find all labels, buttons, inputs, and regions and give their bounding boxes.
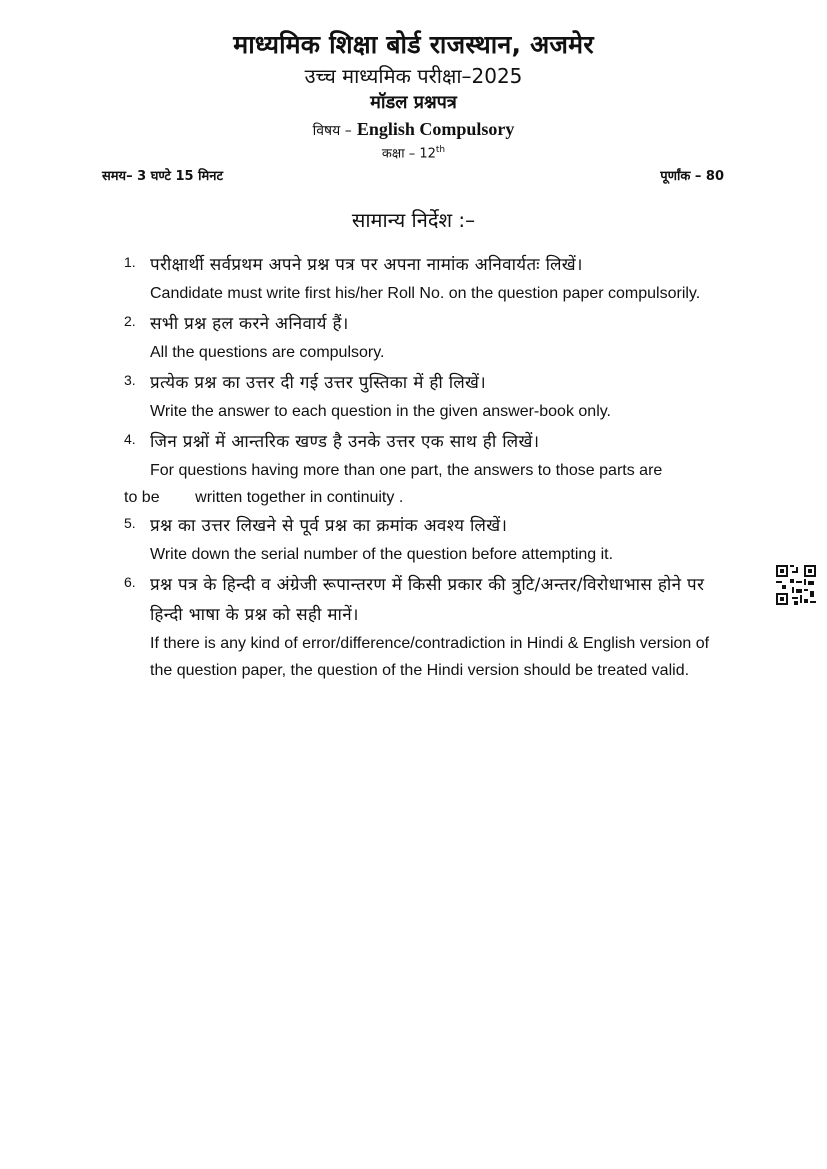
instruction-item [124,511,734,568]
instruction-english: Write down the serial number of the question before attempting it. [150,546,614,563]
instruction-english: Write the answer to each question in the given answer-book only. [150,403,611,420]
item-number: 4. [124,431,136,447]
instruction-item [124,570,734,684]
instruction-english: If there is any kind of error/difference/contradiction in Hindi & English version of the question paper, the question of the Hindi version should be treated valid. [150,635,732,679]
instruction-hindi: प्रश्न का उत्तर लिखने से पूर्व प्रश्न का क्रमांक अवश्य लिखें। [150,516,508,536]
item-number: 3. [124,372,136,388]
class-label: कक्षा – 12 [381,146,436,162]
instruction-english-line1: For questions having more than one part, the answers to those parts are [150,462,663,479]
instruction-english: All the questions are compulsory. [150,344,385,361]
item-number: 5. [124,515,136,531]
paper-type: मॉडल प्रश्नपत्र [370,92,457,113]
instruction-english: Candidate must write first his/her Roll No. on the question paper compulsorily. [150,285,701,302]
item-number: 1. [124,254,136,270]
time-allowed: समय– 3 घण्टे 15 मिनट [102,169,224,184]
instruction-hindi: परीक्षार्थी सर्वप्रथम अपने प्रश्न पत्र पर अपना नामांक अनिवार्यतः लिखें। [150,255,583,275]
instruction-english-line2: to be written together in continuity . [124,489,404,506]
subject-line [0,118,827,142]
item-number: 6. [124,574,136,590]
max-marks: पूर्णांक – 80 [660,169,724,184]
qr-code-icon [776,565,816,605]
instruction-item [124,368,734,425]
instruction-item [124,427,734,511]
subject-label: विषय – [312,123,352,139]
instructions-list [124,250,734,686]
item-number: 2. [124,313,136,329]
class-suffix: th [435,145,446,155]
paper-header [0,28,827,162]
instruction-item [124,309,734,366]
instruction-hindi: प्रश्न पत्र के हिन्दी व अंग्रेजी रूपान्तरण में किसी प्रकार की त्रुटि/अन्तर/विरोधाभास होने पर हिन्दी भाषा के प्रश्न को सही मानें। [150,575,705,625]
instruction-hindi: जिन प्रश्नों में आन्तरिक खण्ड है उनके उत्तर एक साथ ही लिखें। [150,432,540,452]
exam-name: उच्च माध्यमिक परीक्षा–2025 [304,64,523,88]
instruction-item [124,250,734,307]
instruction-hindi: प्रत्येक प्रश्न का उत्तर दी गई उत्तर पुस्तिका में ही लिखें। [150,373,486,393]
class-line [0,142,827,162]
instructions-title: सामान्य निर्देश :– [351,208,476,232]
instruction-hindi: सभी प्रश्न हल करने अनिवार्य हैं। [150,314,349,334]
subject-name: English Compulsory [356,119,515,139]
board-name: माध्यमिक शिक्षा बोर्ड राजस्थान, अजमेर [233,30,594,59]
